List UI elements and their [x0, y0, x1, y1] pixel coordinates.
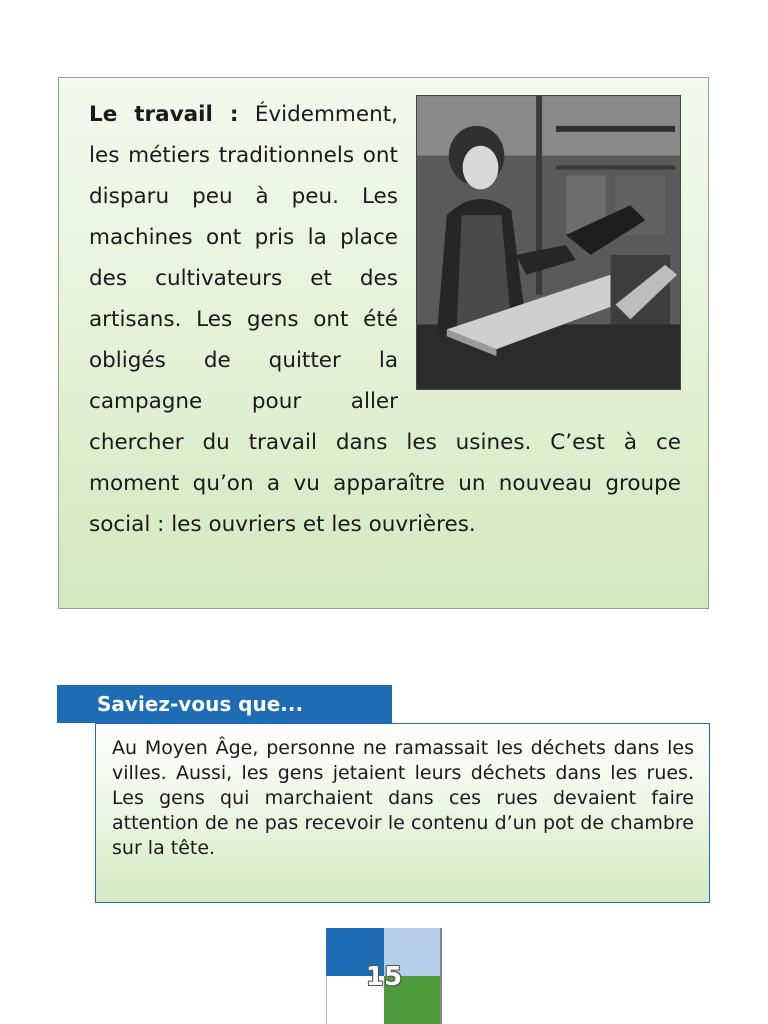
saviez-heading: Saviez-vous que... [57, 685, 392, 723]
saviez-paragraph: Au Moyen Âge, personne ne ramassait les déchets dans les villes. Aussi, les gens jetaient leurs déchets dans les rues. Les gens qui marchaient dans ces rues devaient faire attention de ne pas recevoir le contenu d’un pot de chambre sur la tête. [112, 737, 694, 859]
travail-label: Le travail : [89, 102, 239, 127]
travail-text: Évidemment, les métiers traditionnels ont disparu peu à peu. Les machines ont pris la place des cultivateurs et des artisans. Les gens ont été obligés de quitter la campagne pour aller chercher du travail dans les usines. C’est à ce moment qu’on a vu apparaître un nouveau groupe social : les ouvriers et les ouvrières. [89, 102, 681, 537]
page-number-badge [326, 928, 442, 1024]
travail-paragraph [89, 94, 681, 545]
page-number: 15 [365, 962, 403, 992]
saviez-box [95, 723, 710, 903]
factory-worker-photo [416, 95, 681, 390]
travail-box [58, 77, 709, 609]
